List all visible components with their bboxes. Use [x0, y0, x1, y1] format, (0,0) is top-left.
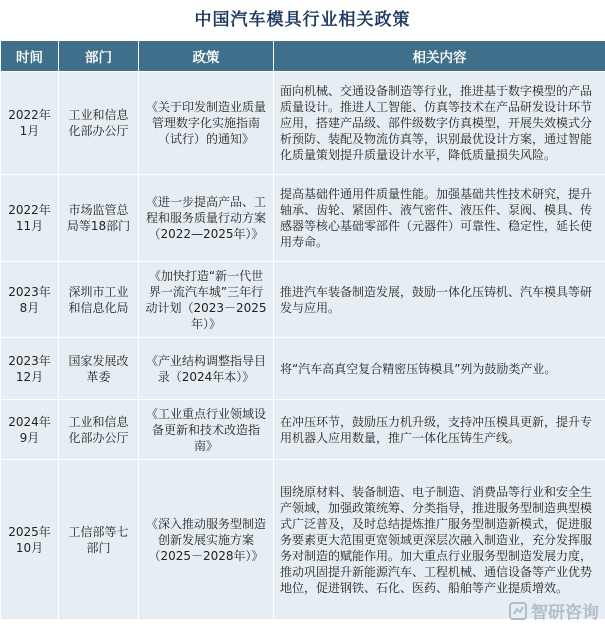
page-title: 中国汽车模具行业相关政策	[194, 10, 411, 30]
time-cell: 2023年12月	[1, 338, 59, 400]
table-row	[1, 175, 605, 262]
time-cell: 2023年8月	[1, 262, 59, 338]
policy-table	[0, 40, 605, 620]
watermark	[509, 598, 599, 623]
policy-cell: 《产业结构调整指导目录（2024年本）》	[139, 338, 274, 400]
department-cell: 深圳市工业和信息化局	[59, 262, 139, 338]
content-cell: 围绕原材料、装备制造、电子制造、消费品等行业和安全生产领域，加强政策统筹、分类指导，推进服务型制造典型模式广泛普及，及时总结提炼推广服务型制造新模式，促进服务要素更大范围更宽领域更深层次融入制造业，充分发挥服务对制造的赋能作用。加大重点行业服务型制造发展力度，推动巩固提升新能源汽车、工程机械、通信设备等产业优势地位，促进钢铁、石化、医药、船舶等产业提质增效。	[274, 460, 605, 620]
table-row	[1, 262, 605, 338]
table-row	[1, 72, 605, 175]
header-content: 相关内容	[274, 41, 605, 72]
department-cell: 工业和信息化部办公厅	[59, 72, 139, 175]
table-header-row	[1, 41, 605, 72]
header-time: 时间	[1, 41, 59, 72]
brand-logo-icon	[509, 602, 527, 620]
content-cell: 推进汽车装备制造发展，鼓励一体化压铸机、汽车模具等研发与应用。	[274, 262, 605, 338]
policy-cell: 《关于印发制造业质量管理数字化实施指南（试行）的通知》	[139, 72, 274, 175]
time-cell: 2022年1月	[1, 72, 59, 175]
content-cell: 提高基础件通用件质量性能。加强基础共性技术研究，提升轴承、齿轮、紧固件、液气密件、液压件、泵阀、模具、传感器等核心基础零部件（元器件）可靠性、稳定性，延长使用寿命。	[274, 175, 605, 262]
department-cell: 市场监管总局等18部门	[59, 175, 139, 262]
department-cell: 国家发展改革委	[59, 338, 139, 400]
table-row	[1, 400, 605, 460]
department-cell: 工业和信息化部办公厅	[59, 400, 139, 460]
policy-cell: 《加快打造“新一代世界一流汽车城”三年行动计划（2023－2025年）》	[139, 262, 274, 338]
content-cell: 面向机械、交通设备制造等行业，推进基于数字模型的产品质量设计。推进人工智能、仿真等技术在产品研发设计环节应用，搭建产品级、部件级数字仿真模型，开展失效模式分析预防、装配及物流仿真等，识别最优设计方案，通过智能化质量策划提升质量设计水平，降低质量损失风险。	[274, 72, 605, 175]
policy-cell: 《深入推动服务型制造创新发展实施方案（2025－2028年）》	[139, 460, 274, 620]
table-row	[1, 460, 605, 620]
table-row	[1, 338, 605, 400]
watermark-text: 智研咨询	[531, 603, 599, 623]
header-department: 部门	[59, 41, 139, 72]
header-policy: 政策	[139, 41, 274, 72]
policy-cell: 《工业重点行业领域设备更新和技术改造指南》	[139, 400, 274, 460]
time-cell: 2025年10月	[1, 460, 59, 620]
time-cell: 2024年9月	[1, 400, 59, 460]
content-cell: 在冲压环节，鼓励压力机升级，支持冲压模具更新，提升专用机器人应用数量，推广一体化压铸生产线。	[274, 400, 605, 460]
content-cell: 将“汽车高真空复合精密压铸模具”列为鼓励类产业。	[274, 338, 605, 400]
policy-cell: 《进一步提高产品、工程和服务质量行动方案（2022—2025年）》	[139, 175, 274, 262]
department-cell: 工信部等七部门	[59, 460, 139, 620]
time-cell: 2022年11月	[1, 175, 59, 262]
